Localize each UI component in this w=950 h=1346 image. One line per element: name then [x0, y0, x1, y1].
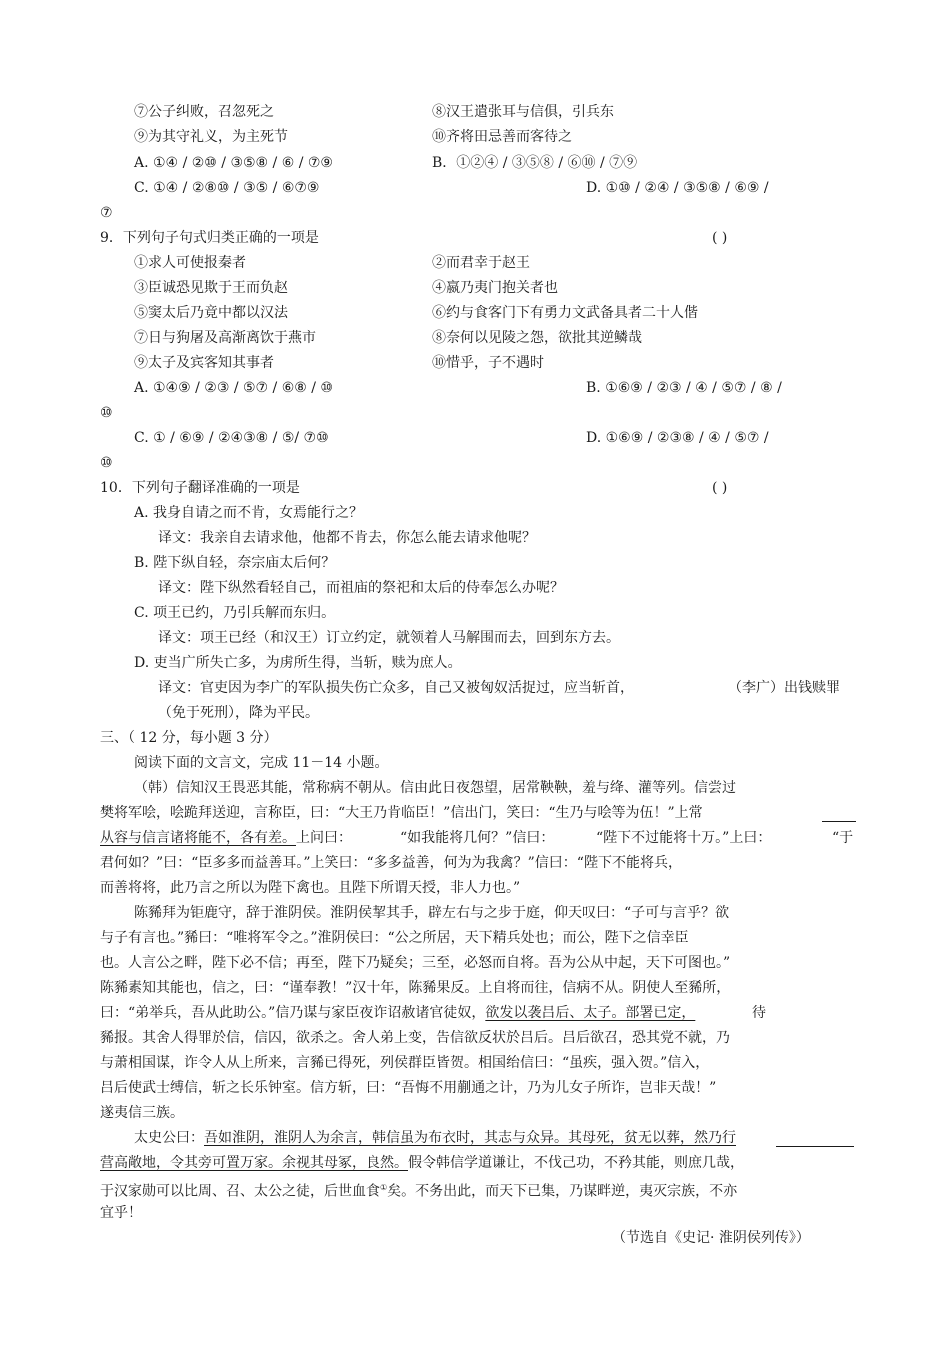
q9-option-1: ①求人可使报秦者	[134, 255, 246, 271]
q10-choice-c: C. 项王已约，乃引兵解而东归。	[134, 605, 336, 621]
passage-p1-line-5: 而善将将，此乃言之所以为陛下禽也。且陛下所谓天授，非人力也。”	[100, 880, 521, 896]
passage-p1-line-2: 樊将军哙，哙跪拜送迎，言称臣，曰：“大王乃肯临臣！”信出门，笑曰：“生乃与哙等为伍！”上常	[100, 805, 703, 821]
passage-p2-line-8: 吕后使武士缚信，斩之长乐钟室。信方斩，曰：“吾悔不用蒯通之计，乃为儿女子所诈，岂非天哉！”	[100, 1080, 717, 1096]
q9-option-6: ⑥约与食客门下有勇力文武备具者二十人偕	[432, 305, 698, 321]
q10-answer-paren: ( )	[712, 480, 728, 496]
underline-extension	[776, 1146, 854, 1147]
q10-stem: 10．下列句子翻译准确的一项是	[100, 480, 300, 496]
passage-p2-line-6: 豨报。其舍人得罪於信，信囚，欲杀之。舍人弟上变，告信欲反状於吕后。吕后欲召，恐其党不就，乃	[100, 1030, 730, 1046]
passage-p3-line-1	[134, 1128, 736, 1148]
q8-choice-d: D. ①⑩ / ②④ / ③⑤⑧ / ⑥⑨ /	[586, 180, 769, 196]
passage-p2-line-2: 与子有言也。”豨曰：“唯将军令之。”淮阴侯曰：“公之所居，天下精兵处也；而公，陛下之信幸臣	[100, 930, 689, 946]
passage-p2-line-7: 与萧相国谋，诈令人从上所来，言豨已得死，列侯群臣皆贺。相国绐信曰：“虽疾，强入贺。”信入，	[100, 1055, 710, 1071]
passage-p1-line-3-d: “于	[832, 830, 854, 846]
passage-p2-line-1: 陈豨拜为钜鹿守，辞于淮阴侯。淮阴侯挈其手，辟左右与之步于庭，仰天叹曰：“子可与言乎？欲	[134, 905, 730, 921]
q9-option-5: ⑤窦太后乃竟中都以汉法	[134, 305, 288, 321]
passage-p3-line-1-a: 太史公曰：	[134, 1130, 204, 1146]
q9-option-3: ③臣诚恐见欺于王而负赵	[134, 280, 288, 296]
q9-option-9: ⑨太子及宾客知其事者	[134, 355, 274, 371]
q10-choice-c-translation: 译文：项王已经（和汉王）订立约定，就领着人马解围而去，回到东方去。	[158, 630, 620, 646]
passage-p3-line-2-b: 假令韩信学道谦让，不伐己功，不矜其能，则庶几哉，	[408, 1155, 744, 1171]
q9-choice-b-cont: ⑩	[100, 405, 113, 421]
q10-choice-b: B. 陛下纵自轻，奈宗庙太后何？	[134, 555, 336, 571]
q9-choice-d-cont: ⑩	[100, 455, 113, 471]
passage-p1-line-1: （韩）信知汉王畏恶其能，常称病不朝从。信由此日夜怨望，居常鞅鞅，羞与绛、灌等列。信尝过	[134, 780, 736, 796]
passage-p3-line-4: 宜乎！	[100, 1205, 142, 1221]
passage-p1-line-3-c: “陛下不过能将十万。”上曰：	[596, 830, 772, 846]
q9-choice-b: B. ①⑥⑨ / ②③ / ④ / ⑤⑦ / ⑧ /	[586, 380, 782, 396]
q8-choice-c: C. ①④ / ②⑧⑩ / ③⑤ / ⑥⑦⑨	[134, 180, 320, 196]
q9-option-2: ②而君幸于赵王	[432, 255, 530, 271]
passage-p1-line-3-b: “如我能将几何？”信曰：	[400, 830, 555, 846]
underlined-sentence-3-cont: 营高敞地，令其旁可置万家。余视其母冢，良然。	[100, 1155, 408, 1171]
passage-p2-line-4: 陈豨素知其能也，信之，曰：“谨奉教！”汉十年，陈豨果反。上自将而往，信病不从。阴使人至豨所，	[100, 980, 731, 996]
q8-option-9: ⑨为其守礼义，为主死节	[134, 129, 288, 145]
passage-p2-line-3: 也。人言公之畔，陛下必不信；再至，陛下乃疑矣；三至，必怒而自将。吾为公从中起，天下可图也。”	[100, 955, 731, 971]
q9-choice-d: D. ①⑥⑨ / ②③⑧ / ④ / ⑤⑦ /	[586, 430, 769, 446]
q10-choice-b-translation: 译文：陛下纵然看轻自己，而祖庙的祭祀和太后的侍奉怎么办呢？	[158, 580, 564, 596]
passage-p1-line-4: 君何如？”曰：“臣多多而益善耳。”上笑曰：“多多益善，何为为我禽？”信曰：“陛下不能将兵，	[100, 855, 682, 871]
passage-source: （节选自《史记· 淮阴侯列传》）	[612, 1230, 810, 1246]
underlined-sentence-2: 欲发以袭吕后、太子。部署已定，	[485, 1005, 696, 1021]
section-3-heading: 三、（ 12 分，每小题 3 分）	[100, 730, 278, 746]
q8-choice-d-cont: ⑦	[100, 205, 113, 221]
q9-option-10: ⑩惜乎，子不遇时	[432, 355, 544, 371]
passage-p3-line-3-a: 于汉家勋可以比周、召、太公之徒，后世血食	[100, 1183, 380, 1200]
passage-p1-line-3-a: 上问曰：	[296, 830, 352, 846]
q9-choice-a: A. ①④⑨ / ②③ / ⑤⑦ / ⑥⑧ / ⑩	[134, 380, 333, 396]
q10-choice-a: A. 我身自请之而不肯，女焉能行之？	[134, 505, 364, 521]
q8-choice-a: A. ①④ / ②⑩ / ③⑤⑧ / ⑥ / ⑦⑨	[134, 155, 333, 171]
q9-stem: 9．下列句子句式归类正确的一项是	[100, 230, 319, 246]
q10-choice-d: D. 吏当广所失亡多，为虏所生得，当斩，赎为庶人。	[134, 655, 462, 671]
q10-choice-d-translation-2: （李广）出钱赎罪	[728, 680, 840, 696]
passage-p2-line-9: 遂夷信三族。	[100, 1105, 184, 1121]
q8-choice-b: B．①②④ / ③⑤⑧ / ⑥⑩ / ⑦⑨	[432, 155, 638, 171]
q10-choice-a-translation: 译文：我亲自去请求他，他都不肯去，你怎么能去请求他呢？	[158, 530, 536, 546]
passage-p2-line-5-a: 曰：“弟举兵，吾从此助公。”信乃谋与家臣夜诈诏赦诸官徒奴，	[100, 1005, 486, 1021]
passage-p3-line-3	[100, 1178, 737, 1202]
passage-p3-line-2	[100, 1153, 744, 1173]
q9-option-8: ⑧奈何以见陵之怨，欲批其逆鳞哉	[432, 330, 642, 346]
q10-choice-d-translation-1: 译文：官吏因为李广的军队损失伤亡众多，自己又被匈奴活捉过，应当斩首，	[158, 680, 634, 696]
section-3-instruction: 阅读下面的文言文，完成 11－14 小题。	[134, 755, 389, 771]
passage-p2-line-5-b: 待	[752, 1005, 766, 1021]
q8-option-10: ⑩齐将田忌善而客待之	[432, 129, 572, 145]
passage-p1-line-3	[100, 828, 352, 848]
q8-option-8: ⑧汉王遣张耳与信俱，引兵东	[432, 104, 614, 120]
q9-answer-paren: ( )	[712, 230, 728, 246]
q10-choice-d-translation-3: （免于死刑），降为平民。	[158, 705, 319, 721]
footnote-marker: ①	[380, 1183, 388, 1192]
q9-option-4: ④嬴乃夷门抱关者也	[432, 280, 558, 296]
q9-choice-c: C. ① / ⑥⑨ / ②④③⑧ / ⑤/ ⑦⑩	[134, 430, 329, 446]
margin-rule	[822, 821, 856, 822]
q8-option-7: ⑦公子纠败，召忽死之	[134, 104, 274, 120]
q9-option-7: ⑦日与狗屠及高渐离饮于燕市	[134, 330, 316, 346]
passage-p2-line-5	[100, 1003, 695, 1023]
passage-p3-line-3-b: 矣。不务出此，而天下已集，乃谋畔逆，夷灭宗族，不亦	[387, 1183, 738, 1200]
underlined-sentence-1: 从容与信言诸将能不，各有差。	[100, 830, 296, 846]
underlined-sentence-3: 吾如淮阴，淮阴人为余言，韩信虽为布衣时，其志与众异。其母死，贫无以葬，然乃行	[204, 1130, 736, 1146]
